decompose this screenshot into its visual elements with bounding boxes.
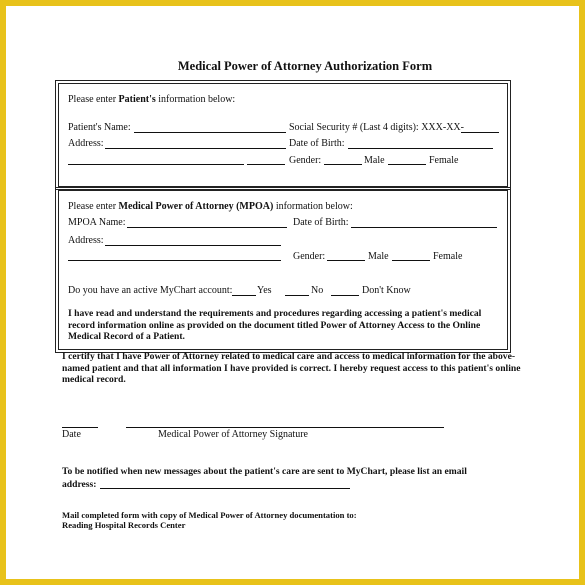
mpoa-female-label: Female bbox=[433, 251, 463, 262]
patient-intro bbox=[68, 94, 235, 106]
mpoa-address-field[interactable] bbox=[105, 245, 281, 246]
patient-address-field[interactable] bbox=[105, 148, 286, 149]
mpoa-intro-bold: Medical Power of Attorney (MPOA) bbox=[118, 201, 274, 212]
patient-dob-label: Date of Birth: bbox=[289, 138, 345, 149]
patient-male-label: Male bbox=[364, 155, 385, 166]
mail-recipient: Reading Hospital Records Center bbox=[62, 520, 186, 530]
mpoa-female-field[interactable] bbox=[392, 260, 430, 261]
patient-intro-suffix: information below: bbox=[155, 94, 236, 105]
patient-name-field[interactable] bbox=[134, 132, 286, 133]
mpoa-address-line2-field[interactable] bbox=[68, 260, 281, 261]
patient-dob-field[interactable] bbox=[348, 148, 493, 149]
mychart-dontknow-field[interactable] bbox=[331, 295, 359, 296]
mpoa-intro-suffix: information below: bbox=[273, 201, 353, 212]
signature-field[interactable] bbox=[126, 427, 444, 428]
mychart-no-field[interactable] bbox=[285, 295, 309, 296]
mpoa-male-field[interactable] bbox=[327, 260, 365, 261]
notify-email-field[interactable] bbox=[100, 488, 350, 489]
patient-section bbox=[58, 83, 508, 187]
notify-text: To be notified when new messages about the patient's care are sent to MyChart, please list an email bbox=[62, 466, 467, 477]
patient-address-line3-field[interactable] bbox=[247, 164, 285, 165]
mpoa-intro bbox=[68, 201, 353, 213]
mpoa-name-label: MPOA Name: bbox=[68, 217, 126, 228]
patient-female-field[interactable] bbox=[388, 164, 426, 165]
mpoa-name-field[interactable] bbox=[127, 227, 287, 228]
patient-ssn-field[interactable] bbox=[461, 132, 499, 133]
form-page bbox=[6, 6, 579, 579]
mychart-question: Do you have an active MyChart account: bbox=[68, 285, 233, 296]
patient-intro-bold: Patient's bbox=[118, 94, 156, 105]
date-field[interactable] bbox=[62, 427, 98, 428]
notify-address-label: address: bbox=[62, 479, 97, 490]
mychart-yes-field[interactable] bbox=[232, 295, 256, 296]
patient-intro-prefix: Please enter bbox=[68, 94, 119, 105]
patient-female-label: Female bbox=[429, 155, 459, 166]
patient-name-label: Patient's Name: bbox=[68, 122, 131, 133]
certification-text: I certify that I have Power of Attorney related to medical care and access to medical information for the above-named patient and that all information I have provided is correct. I hereby request access to this patient's online medical record. bbox=[62, 351, 521, 385]
form-title: Medical Power of Attorney Authorization Form bbox=[177, 59, 433, 73]
mpoa-dob-label: Date of Birth: bbox=[293, 217, 349, 228]
mychart-dontknow-label: Don't Know bbox=[362, 285, 411, 296]
mychart-no-label: No bbox=[311, 285, 324, 296]
mpoa-dob-field[interactable] bbox=[351, 227, 497, 228]
patient-gender-label: Gender: bbox=[289, 155, 322, 166]
patient-male-field[interactable] bbox=[324, 164, 362, 165]
mpoa-section bbox=[58, 190, 508, 350]
patient-address-label: Address: bbox=[68, 138, 104, 149]
mpoa-gender-label: Gender: bbox=[293, 251, 326, 262]
patient-address-line2-field[interactable] bbox=[68, 164, 244, 165]
date-label: Date bbox=[62, 429, 81, 440]
mpoa-male-label: Male bbox=[368, 251, 389, 262]
mpoa-intro-prefix: Please enter bbox=[68, 201, 119, 212]
signature-label: Medical Power of Attorney Signature bbox=[158, 429, 308, 440]
mpoa-address-label: Address: bbox=[68, 235, 104, 246]
patient-ssn-label: Social Security # (Last 4 digits): XXX-XX- bbox=[289, 122, 464, 133]
mpoa-acknowledgement: I have read and understand the requirements and procedures regarding accessing a patient's medical record information online as provided on the document titled Power of Attorney Access to the Online Medical Record of a Patient. bbox=[68, 308, 482, 342]
mychart-yes-label: Yes bbox=[257, 285, 272, 296]
mail-instructions: Mail completed form with copy of Medical Power of Attorney documentation to: bbox=[62, 510, 357, 520]
